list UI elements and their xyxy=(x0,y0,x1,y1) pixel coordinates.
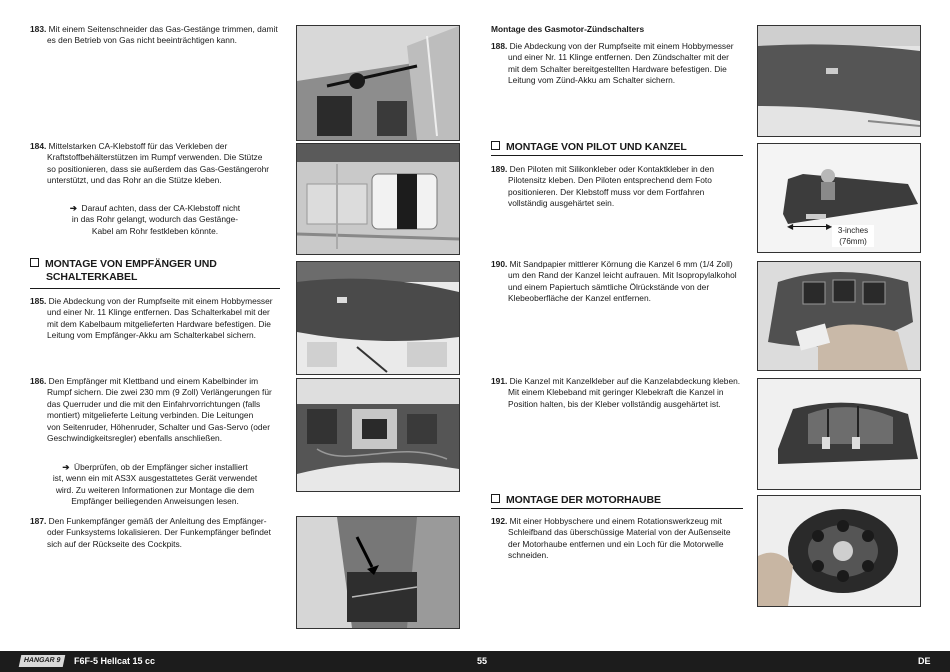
page-footer xyxy=(0,651,950,672)
section-pilot: MONTAGE VON PILOT UND KANZEL xyxy=(491,141,687,154)
photo-receiver-install xyxy=(296,378,460,492)
arrow-icon: ➔ xyxy=(69,203,77,213)
photo-cowl-cutting xyxy=(757,495,921,607)
page-number: 55 xyxy=(477,656,488,666)
section-cowl: MONTAGE DER MOTORHAUBE xyxy=(491,494,661,507)
dimension-line xyxy=(790,226,830,227)
section-rule xyxy=(30,288,280,289)
checkbox-icon xyxy=(30,258,39,267)
hangar9-logo: HANGAR 9 xyxy=(19,655,66,667)
subhead-ignition: Montage des Gasmotor-Zündschalters xyxy=(491,24,645,34)
step-190: 190. Mit Sandpapier mittlerer Körnung die Kanzel 6 mm (1/4 Zoll) um den Rand der Kanzel leicht aufrauen. Mit Isopropylalkohol und einem Papiertuch sämtliche Ölrückstände von der Klebeoberfläche der Kanzel entfernen. xyxy=(491,259,737,304)
checkbox-icon xyxy=(491,141,500,150)
step-186: 186. Den Empfänger mit Klettband und einem Kabelbinder im Rumpf sichern. Die zwei 230 mm (9 Zoll) Verlängerungen für das Querruder und die mit den Einfahrvorrichtungen (falls montiert) mitgelieferte Leitung verbinden. Die Leitungen von Seitenruder, Höhenruder, Schalter und Gas-Servo (oder Geschwindigkeitsregler) ebenfalls anschließen. xyxy=(30,376,272,444)
checkbox-icon xyxy=(491,494,500,503)
step-188: 188. Die Abdeckung von der Rumpfseite mit einem Hobbymesser und einer Nr. 11 Klinge entfernen. Den Zündschalter mit der mit dem Schalter bereitgestellten Hardware befestigen. Die Leitung vom Zünd-Akku am Schalter sichern. xyxy=(491,41,734,86)
step-183: 183. Mit einem Seitenschneider das Gas-Gestänge trimmen, damit es den Betrieb von Gas nicht beeinträchtigen kann. xyxy=(30,24,278,46)
measure-label: 3-inches (76mm) xyxy=(832,225,874,247)
photo-fuel-tank xyxy=(296,143,460,255)
language-code: DE xyxy=(918,656,931,666)
arrow-icon: ➔ xyxy=(62,462,70,472)
note-186: ➔ Überprüfen, ob der Empfänger sicher installiert ist, wenn ein mit AS3X ausgestattetes Gerät verwendet wird. Zu weiteren Informationen zur Montage die dem Empfänger beiliegenden Anweisungen lesen. xyxy=(52,462,258,507)
step-185: 185. Die Abdeckung von der Rumpfseite mit einem Hobbymesser und einer Nr. 11 Klinge entfernen. Das Schalterkabel mit der mit dem Kabelbaum mitgelieferten Hardware befestigen. Die Leitung vom Empfänger-Akku am Schalterkabel sichern. xyxy=(30,296,273,341)
step-187: 187. Den Funkempfänger gemäß der Anleitung des Empfänger- oder Funksystems lokalisieren. Der Funkempfänger befindet sich auf der Rückseite des Cockpits. xyxy=(30,516,271,549)
footer-title: F6F-5 Hellcat 15 cc xyxy=(74,656,156,666)
section-receiver: MONTAGE VON EMPFÄNGER UND SCHALTERKABEL xyxy=(30,258,217,284)
dimension-arrow-icon: ◀ xyxy=(787,222,794,231)
photo-canopy-glued xyxy=(757,378,921,490)
photo-switch-cover xyxy=(296,261,460,375)
step-189: 189. Den Piloten mit Silikonkleber oder Kontaktkleber in den Pilotensitz kleben. Den Piloten entsprechend dem Foto positionieren. Der Klebstoff muss vor dem Fortfahren vollständig ausgehärtet sein. xyxy=(491,164,715,209)
step-192: 192. Mit einer Hobbyschere und einem Rotationswerkzeug mit Schleifband das überschüssige Material von der Außenseite der Motorhaube entfernen und ein Loch für die Motorwelle schneiden. xyxy=(491,516,731,561)
photo-canopy-sanding xyxy=(757,261,921,371)
photo-throttle-linkage xyxy=(296,25,460,141)
note-184: ➔ Darauf achten, dass der CA-Klebstoff nicht in das Rohr gelangt, wodurch das Gestänge- Kabel am Rohr festkleben könnte. xyxy=(69,203,241,236)
section-rule xyxy=(491,155,743,156)
section-rule xyxy=(491,508,743,509)
step-184: 184. Mittelstarken CA-Klebstoff für das Verkleben der Kraftstoffbehälterstützen im Rumpf verwenden. Die Stütze so positionieren, dass sie außerdem das Gas-Gestängerohr unterstützt, und das Rohr an die Stütze kleben. xyxy=(30,141,270,186)
photo-ignition-switch xyxy=(757,25,921,137)
step-191: 191. Die Kanzel mit Kanzelkleber auf die Kanzelabdeckung kleben. Mit einem Klebeband mit geringer Klebekraft die Kanzel in Position halten, bis der Kleber vollständig ausgehärtet ist. xyxy=(491,376,741,409)
dimension-arrow-icon: ▶ xyxy=(826,222,833,231)
photo-cockpit-receiver xyxy=(296,516,460,629)
